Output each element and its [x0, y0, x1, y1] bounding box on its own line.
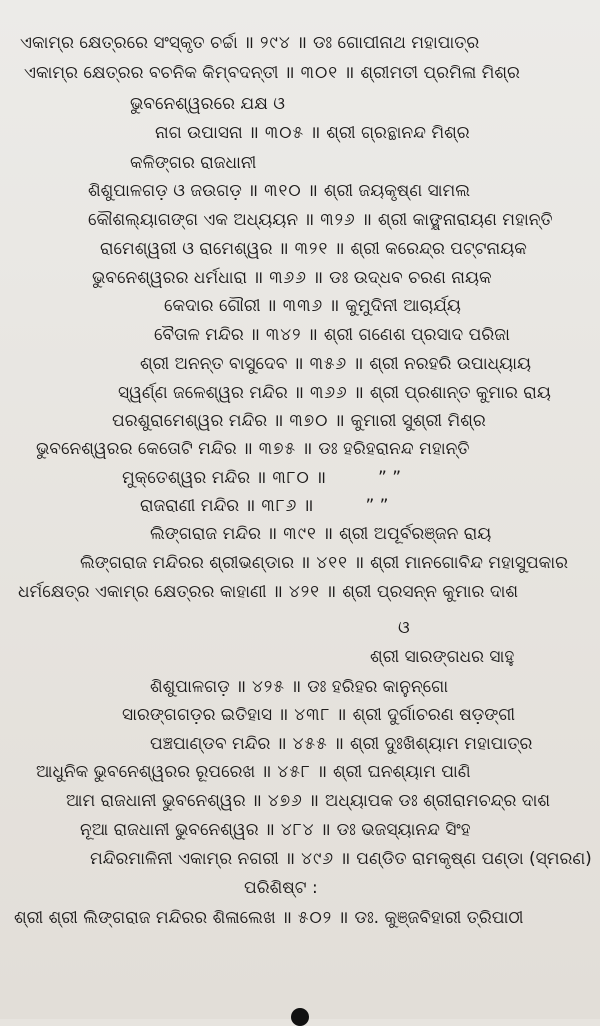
toc-entry	[150, 522, 491, 546]
separator: ॥	[310, 123, 321, 143]
toc-entry	[80, 551, 568, 575]
separator: ॥	[334, 411, 345, 431]
toc-entry	[36, 437, 469, 461]
entry-title: ଲିଙ୍ଗରାଜ ମନ୍ଦିର	[150, 524, 262, 544]
separator: ॥	[243, 33, 254, 53]
entry-author: ଶ୍ରୀ ମାନଗୋବିନ୍ଦ ମହାସୁପକାର	[370, 553, 568, 573]
separator: ॥	[338, 908, 349, 928]
entry-title: ଲିଙ୍ଗରାଜ ମନ୍ଦିରର ଶ୍ରୀଭଣ୍ଡାର	[80, 553, 295, 573]
entry-title-line1: କଳିଙ୍ଗର ରାଜଧାନୀ	[130, 153, 257, 173]
toc-entry	[164, 294, 461, 318]
entry-author: ଶ୍ରୀ ଗଣେଶ ପ୍ରସାଦ ପରିଜା	[323, 325, 510, 345]
entry-title: ଏକାମ୍ର କ୍ଷେତ୍ରରେ ସଂସ୍କୃତ ଚର୍ଚ୍ଚା	[20, 33, 238, 53]
toc-entry	[36, 760, 471, 784]
entry-title: ମନ୍ଦିରମାଳିନୀ ଏକାମ୍ର ନଗରୀ	[90, 849, 279, 869]
separator: ॥	[336, 705, 347, 725]
entry-page: ୪୧୧	[316, 553, 348, 573]
separator: ॥	[307, 181, 318, 201]
toc-entry	[140, 352, 531, 376]
separator: ॥	[320, 820, 331, 840]
separator: ॥	[278, 239, 289, 259]
separator: ॥	[242, 439, 253, 459]
toc-entry	[155, 121, 470, 145]
toc-entry	[92, 266, 492, 290]
toc-entry	[112, 409, 486, 433]
separator: ॥	[329, 296, 340, 316]
entry-author: ଶ୍ରୀ ଅପୂର୍ବରଞ୍ଜନ ରାୟ	[339, 524, 492, 544]
toc-entry	[24, 61, 520, 85]
toc-entry	[122, 466, 401, 490]
entry-author: ଶ୍ରୀ କାଙ୍କ୍ଷନାରାୟଣ ମହାନ୍ତି	[377, 210, 553, 230]
separator: ॥	[322, 524, 334, 544]
entry-author: କୁମୁଦିନୀ ଆଚାର୍ଯ୍ୟ	[345, 296, 461, 316]
entry-page: ୫୦୨	[297, 908, 333, 928]
entry-page: ୩୮୦	[272, 468, 310, 488]
entry-title: ମୁକ୍ତେଶ୍ୱର ମନ୍ଦିର	[122, 468, 251, 488]
separator: ॥	[308, 791, 319, 811]
separator: ॥	[296, 33, 307, 53]
entry-author: ଶ୍ରୀ ପ୍ରଶାନ୍ତ କୁମାର ରାୟ	[369, 383, 551, 403]
entry-author: ଡଃ ଗୋପୀନାଥ ମହାପାତ୍ର	[312, 33, 480, 53]
separator: ॥	[361, 210, 372, 230]
separator: ॥	[312, 268, 324, 288]
separator: ॥	[302, 439, 313, 459]
entry-author: ଡଃ. କୁଞ୍ଜବିହାରୀ ତ୍ରିପାଠୀ	[354, 908, 524, 928]
entry-page: ୩୦୧	[300, 63, 339, 83]
entry-page: ୩୨୬	[320, 210, 356, 230]
separator: ॥	[303, 496, 314, 516]
entry-page: ୪୩୮	[294, 705, 331, 725]
entry-page: ୩୩୬	[282, 296, 324, 316]
entry-author: ଶ୍ରୀ ଦୁର୍ଗାଚରଣ ଷଡ଼ଙ୍ଗୀ	[352, 705, 516, 725]
entry-author: ଡଃ ହରିହର କାନୁନ୍‌ଗୋ	[307, 677, 449, 697]
separator: ॥	[316, 762, 327, 782]
entry-author: ଶ୍ରୀ କରେନ୍ଦ୍ର ପଟ୍ଟନାୟକ	[350, 239, 527, 259]
entry-title: ଶିଶୁପାଳଗଡ଼	[150, 677, 230, 697]
conjunction: ଓ	[398, 618, 410, 638]
separator: ॥	[264, 820, 275, 840]
separator: ॥	[293, 383, 304, 403]
entry-page: ୩୭୫	[258, 439, 297, 459]
entry-author: ଅଧ୍ୟାପକ ଡଃ ଶ୍ରୀରାମଚନ୍ଦ୍ର ଦାଶ	[324, 791, 550, 811]
entry-title: ସାରଙ୍ଗଗଡ଼ର ଇତିହାସ	[122, 705, 273, 725]
entry-page: ୩୪୨	[265, 325, 302, 345]
entry-page: ୪୮୪	[280, 820, 315, 840]
separator: ॥	[256, 468, 267, 488]
separator: ॥	[326, 582, 337, 602]
entry-author-line2: ଶ୍ରୀ ସାରଙ୍ଗଧର ସାହୁ	[370, 647, 515, 667]
entry-page: ୨୯୪	[259, 33, 291, 53]
toc-entry	[118, 381, 551, 405]
entry-page: ୩୬୬	[309, 383, 348, 403]
toc-entry	[122, 703, 515, 727]
separator: ॥	[307, 325, 318, 345]
separator: ॥	[291, 677, 302, 697]
entry-author: ପଣ୍ଡିତ ରାମକୃଷ୍ଣ ପଣ୍ଡା (ସ୍ମରଣ)	[356, 849, 592, 869]
separator: ॥	[245, 496, 256, 516]
toc-entry	[90, 847, 592, 871]
separator: ॥	[333, 734, 344, 754]
entry-page: ୩୭୦	[289, 411, 329, 431]
toc-entry	[14, 906, 523, 930]
entry-page: ୪୨୫	[252, 677, 285, 697]
entry-page: ୩୦୫	[264, 123, 305, 143]
separator: ॥	[304, 210, 315, 230]
separator: ॥	[278, 705, 289, 725]
separator: ॥	[247, 181, 259, 201]
entry-title-line1: ଭୁବନେଶ୍ୱରରେ ଯକ୍ଷ ଓ	[130, 94, 285, 114]
entry-author: ଶ୍ରୀ ନରହରି ଉପାଧ୍ୟାୟ	[369, 354, 532, 374]
toc-entry	[80, 818, 471, 842]
entry-title: ରାମେଶ୍ୱରୀ ଓ ରାମେଶ୍ୱର	[100, 239, 273, 259]
separator: ॥	[353, 553, 365, 573]
entry-author: ଶ୍ରୀ ଜୟକୃଷ୍ଣ ସାମଲ	[323, 181, 471, 201]
separator: ॥	[267, 524, 278, 544]
toc-entry	[150, 732, 532, 756]
separator: ॥	[315, 468, 327, 488]
separator: ॥	[284, 63, 295, 83]
separator: ॥	[253, 268, 264, 288]
entry-title: ଏକାମ୍ର କ୍ଷେତ୍ରର ବଚନିକ କିମ୍ବଦନ୍ତୀ	[24, 63, 279, 83]
entry-title: ନୂଆ ରାଜଧାନୀ ଭୁବନେଶ୍ୱର	[80, 820, 259, 840]
entry-title: କେଦାର ଗୌରୀ	[164, 296, 261, 316]
entry-title: ଧର୍ମକ୍ଷେତ୍ର ଏକାମ୍ର କ୍ଷେତ୍ରର କାହାଣୀ	[18, 582, 267, 602]
entry-author: କୁମାରୀ ସୁଶ୍ରୀ ମିଶ୍ର	[350, 411, 486, 431]
entry-author: ଶ୍ରୀ ଗ୍ରନ୍ଥାନନ୍ଦ ମିଶ୍ର	[326, 123, 470, 143]
entry-page: ୩୯୧	[283, 524, 317, 544]
separator: ॥	[353, 383, 364, 403]
toc-entry	[20, 31, 479, 55]
entry-page: ୩୨୧	[294, 239, 329, 259]
entry-title: ପରଶୁରାମେଶ୍ୱର ମନ୍ଦିର	[112, 411, 268, 431]
entry-title: ଶିଶୁପାଳଗଡ଼ ଓ ଜଉଗଡ଼	[88, 181, 242, 201]
entry-author: ଡଃ ହରିହରାନନ୍ଦ ମହାନ୍ତି	[318, 439, 470, 459]
entry-page: ୪୫୫	[292, 734, 328, 754]
entry-title: ନାଗ ଉପାସନା	[155, 123, 243, 143]
toc-entry	[150, 675, 448, 699]
entry-title: ଆଧୁନିକ ଭୁବନେଶ୍ୱରର ରୂପରେଖ	[36, 762, 256, 782]
entry-title: ସ୍ୱର୍ଣ୍ଣ ଜଳେଶ୍ୱର ମନ୍ଦିର	[118, 383, 288, 403]
entry-author-ditto: ” ”	[378, 468, 402, 488]
toc-entry	[18, 580, 518, 604]
separator: ॥	[248, 123, 259, 143]
separator: ॥	[353, 354, 364, 374]
separator: ॥	[272, 582, 283, 602]
entry-title: ଶ୍ରୀ ଅନନ୍ତ ବାସୁଦେବ	[140, 354, 288, 374]
entry-title: ରାଜରାଣୀ ମନ୍ଦିର	[140, 496, 240, 516]
entry-page: ୪୨୧	[288, 582, 321, 602]
toc-entry	[140, 494, 389, 518]
separator: ॥	[266, 296, 277, 316]
separator: ॥	[284, 849, 296, 869]
separator: ॥	[273, 411, 284, 431]
separator: ॥	[281, 908, 292, 928]
entry-author: ଶ୍ରୀ ଘନଶ୍ୟାମ ପାଣି	[333, 762, 471, 782]
entry-title: ଶ୍ରୀ ଶ୍ରୀ ଲିଙ୍ଗରାଜ ମନ୍ଦିରର ଶିଳାଲେଖ	[14, 908, 276, 928]
separator: ॥	[300, 553, 311, 573]
entry-page: ୩୧୦	[264, 181, 302, 201]
entry-title: ଭୁବନେଶ୍ୱରର ଧର୍ମଧାରା	[92, 268, 247, 288]
separator: ॥	[249, 325, 260, 345]
entry-page: ୩୮୬	[261, 496, 298, 516]
toc-entry	[88, 208, 553, 232]
toc-entry	[66, 789, 550, 813]
toc-entry	[88, 179, 470, 203]
separator: ॥	[293, 354, 304, 374]
entry-page: ୪୯୬	[301, 849, 335, 869]
entry-page: ୪୫୮	[277, 762, 311, 782]
entry-author: ଶ୍ରୀ ପ୍ରସନ୍ନ କୁମାର ଦାଶ	[342, 582, 519, 602]
entry-author-ditto: ” ”	[365, 496, 389, 516]
entry-page: ୩୫୬	[309, 354, 348, 374]
appendix-heading: ପରିଶିଷ୍ଟ :	[244, 878, 318, 898]
separator: ॥	[251, 791, 262, 811]
separator: ॥	[276, 734, 287, 754]
separator: ॥	[340, 849, 351, 869]
entry-title: କୌଶଲ୍ୟାଗଙ୍ଗ ଏକ ଅଧ୍ୟୟନ	[88, 210, 299, 230]
separator: ॥	[334, 239, 345, 259]
entry-title: ବୈତାଳ ମନ୍ଦିର	[154, 325, 244, 345]
separator: ॥	[235, 677, 247, 697]
entry-title: ଭୁବନେଶ୍ୱରର କେତୋଟି ମନ୍ଦିର	[36, 439, 237, 459]
separator: ॥	[344, 63, 355, 83]
entry-author: ଶ୍ରୀ ଦୁଃଖିଶ୍ୟାମ ମହାପାତ୍ର	[349, 734, 533, 754]
toc-entry	[100, 237, 527, 261]
entry-author: ଡଃ ଉଦ୍ଧବ ଚରଣ ନାୟକ	[329, 268, 492, 288]
entry-author: ଶ୍ରୀମତୀ ପ୍ରମିଳା ମିଶ୍ର	[360, 63, 520, 83]
entry-page: ୪୭୬	[267, 791, 303, 811]
page-marker-dot	[291, 1008, 309, 1026]
entry-title: ଆମ ରାଜଧାନୀ ଭୁବନେଶ୍ୱର	[66, 791, 246, 811]
entry-title: ପଞ୍ଚପାଣ୍ଡବ ମନ୍ଦିର	[150, 734, 271, 754]
toc-entry	[154, 323, 510, 347]
entry-page: ୩୬୬	[269, 268, 307, 288]
entry-author: ଡଃ ଭଜସ୍ୟାନନ୍ଦ ସିଂହ	[336, 820, 471, 840]
separator: ॥	[261, 762, 272, 782]
